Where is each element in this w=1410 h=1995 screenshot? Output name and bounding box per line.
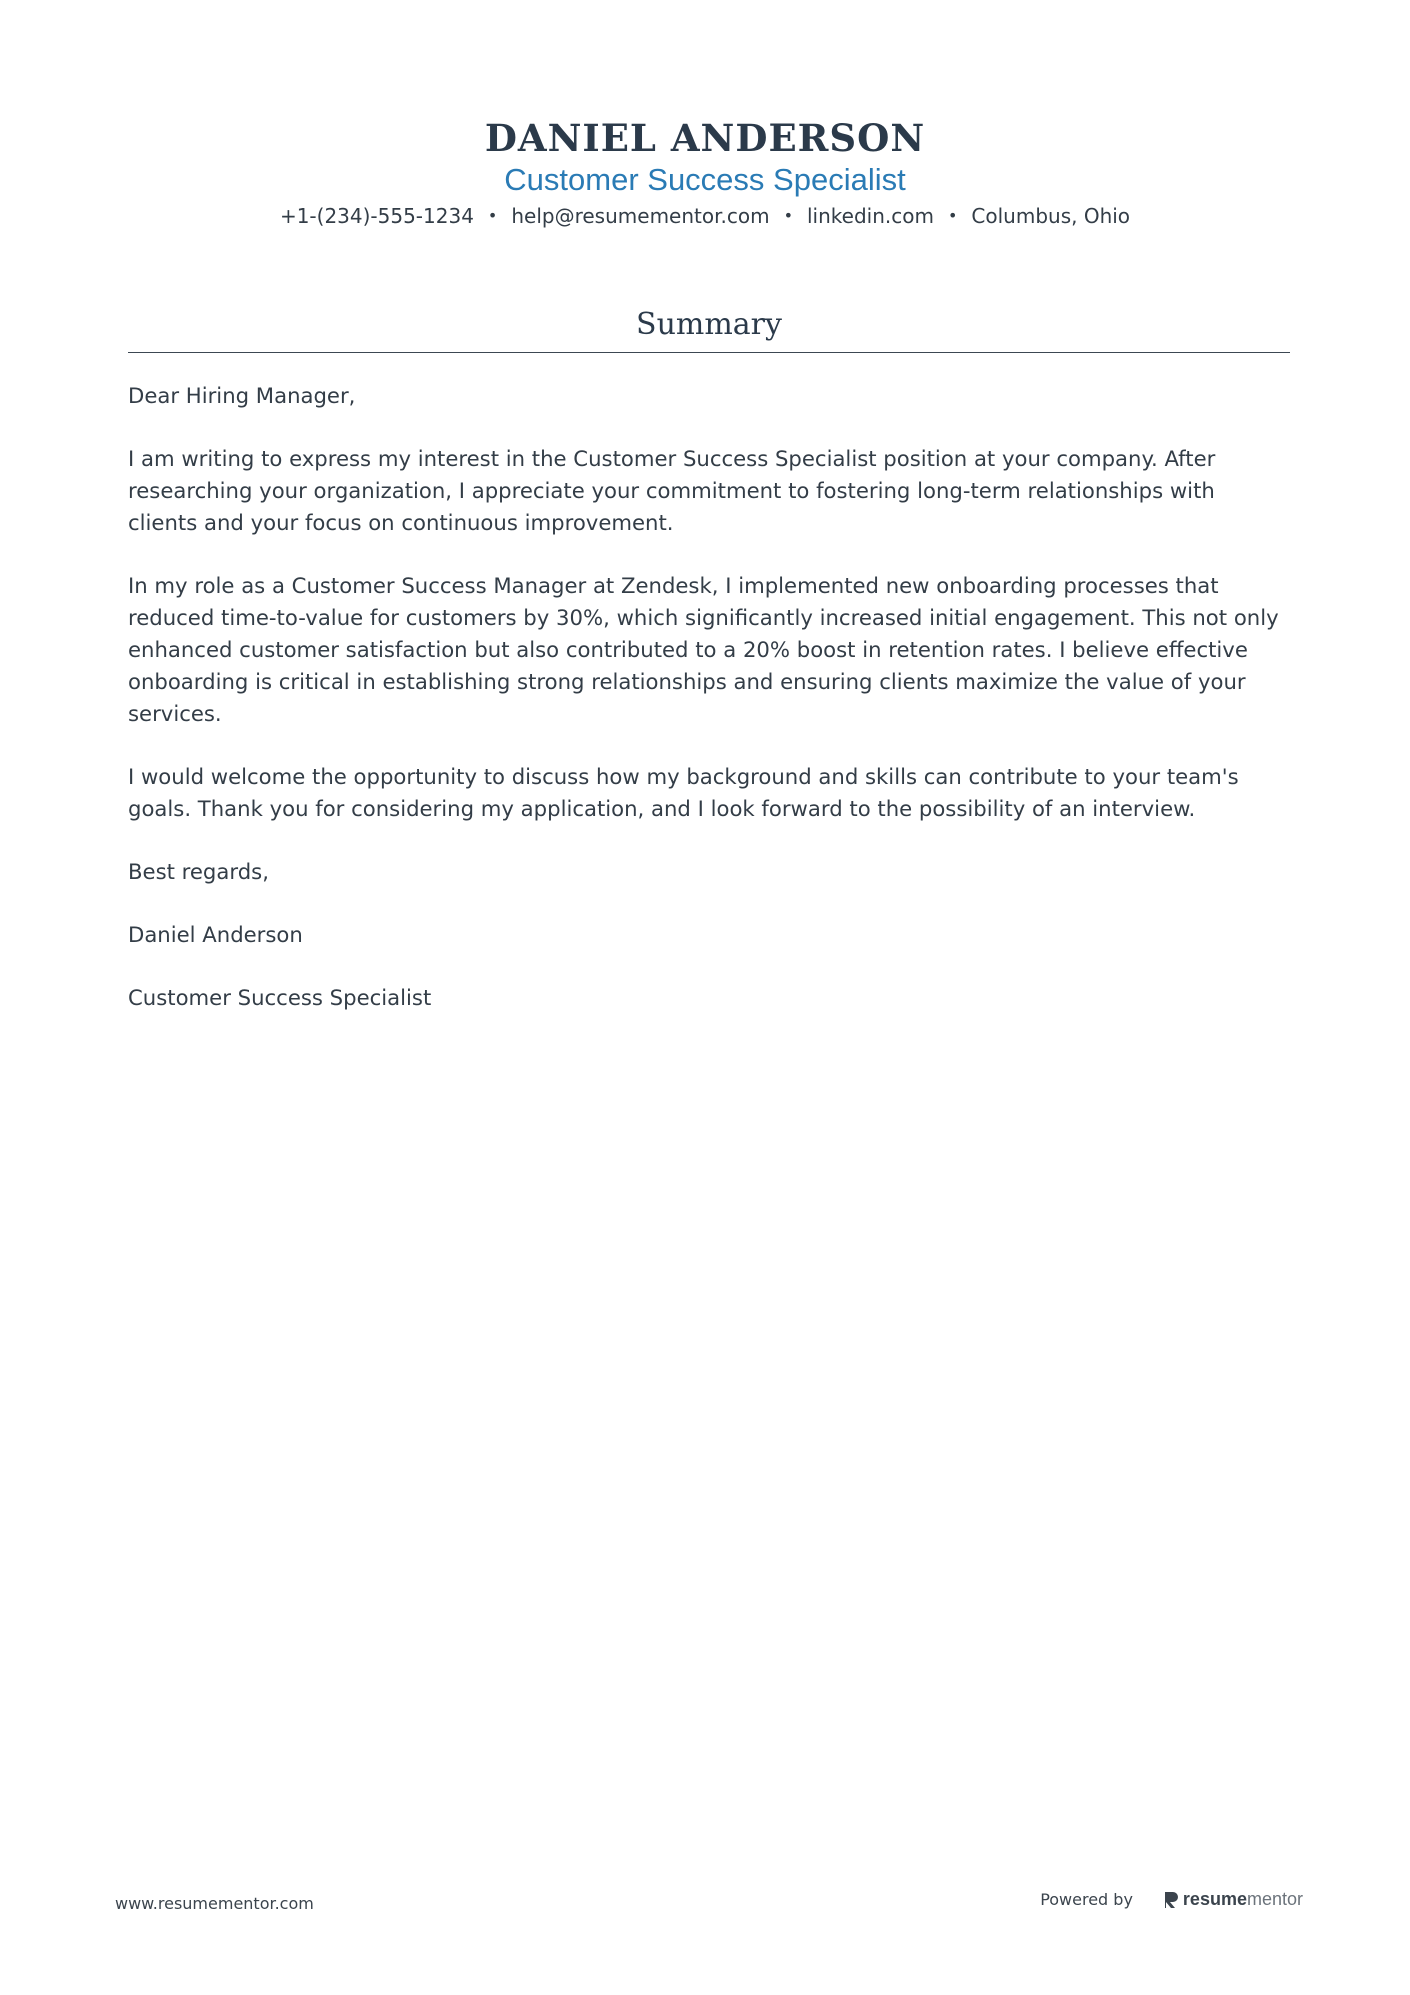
resumementor-logo[interactable]	[1163, 1889, 1303, 1910]
candidate-name: DANIEL ANDERSON	[484, 116, 926, 160]
contact-phone: +1-(234)-555-1234	[279, 204, 474, 228]
bullet-separator-icon: •	[487, 206, 498, 225]
footer-website[interactable]: www.resumementor.com	[115, 1894, 314, 1913]
section-divider	[128, 352, 1290, 353]
bullet-separator-icon: •	[783, 206, 793, 225]
contact-location: Columbus, Ohio	[971, 204, 1131, 228]
section-title: Summary	[636, 307, 782, 342]
contact-linkedin[interactable]: linkedin.com	[807, 204, 934, 228]
letter-header	[0, 115, 1410, 231]
letter-paragraph: I am writing to express my interest in the Customer Success Specialist position at your company. After researching your organization, I appreciate your commitment to fostering long-term relationships with clients and your focus on continuous improvement.	[128, 446, 1216, 535]
letter-greeting: Dear Hiring Manager,	[128, 383, 356, 408]
logo-text-mentor: mentor	[1246, 1889, 1303, 1909]
logo-text-resume: resume	[1182, 1889, 1247, 1909]
candidate-job-title: Customer Success Specialist	[504, 162, 906, 197]
contact-email[interactable]: help@resumementor.com	[511, 204, 770, 228]
footer-branding	[1040, 1889, 1303, 1910]
signature-name: Daniel Anderson	[128, 922, 303, 947]
letter-body	[128, 380, 1290, 1045]
resumementor-logo-icon	[1163, 1890, 1179, 1910]
contact-line	[0, 201, 1410, 231]
letter-paragraph: In my role as a Customer Success Manager at Zendesk, I implemented new onboarding processes that reduced time-to-value for customers by 30%, which significantly increased initial engagement. This not only enhanced customer satisfaction but also contributed to a 20% boost in retention rates. I believe effective onboarding is critical in establishing strong relationships and ensuring clients maximize the value of your services.	[128, 573, 1279, 726]
signature-title: Customer Success Specialist	[128, 985, 432, 1010]
letter-closing: Best regards,	[128, 859, 269, 884]
powered-by-label: Powered by	[1040, 1890, 1133, 1909]
letter-paragraph: I would welcome the opportunity to discuss how my background and skills can contribute to your team's goals. Thank you for considering my application, and I look forward to the possibility of an interview.	[128, 764, 1239, 821]
bullet-separator-icon: •	[947, 206, 958, 225]
